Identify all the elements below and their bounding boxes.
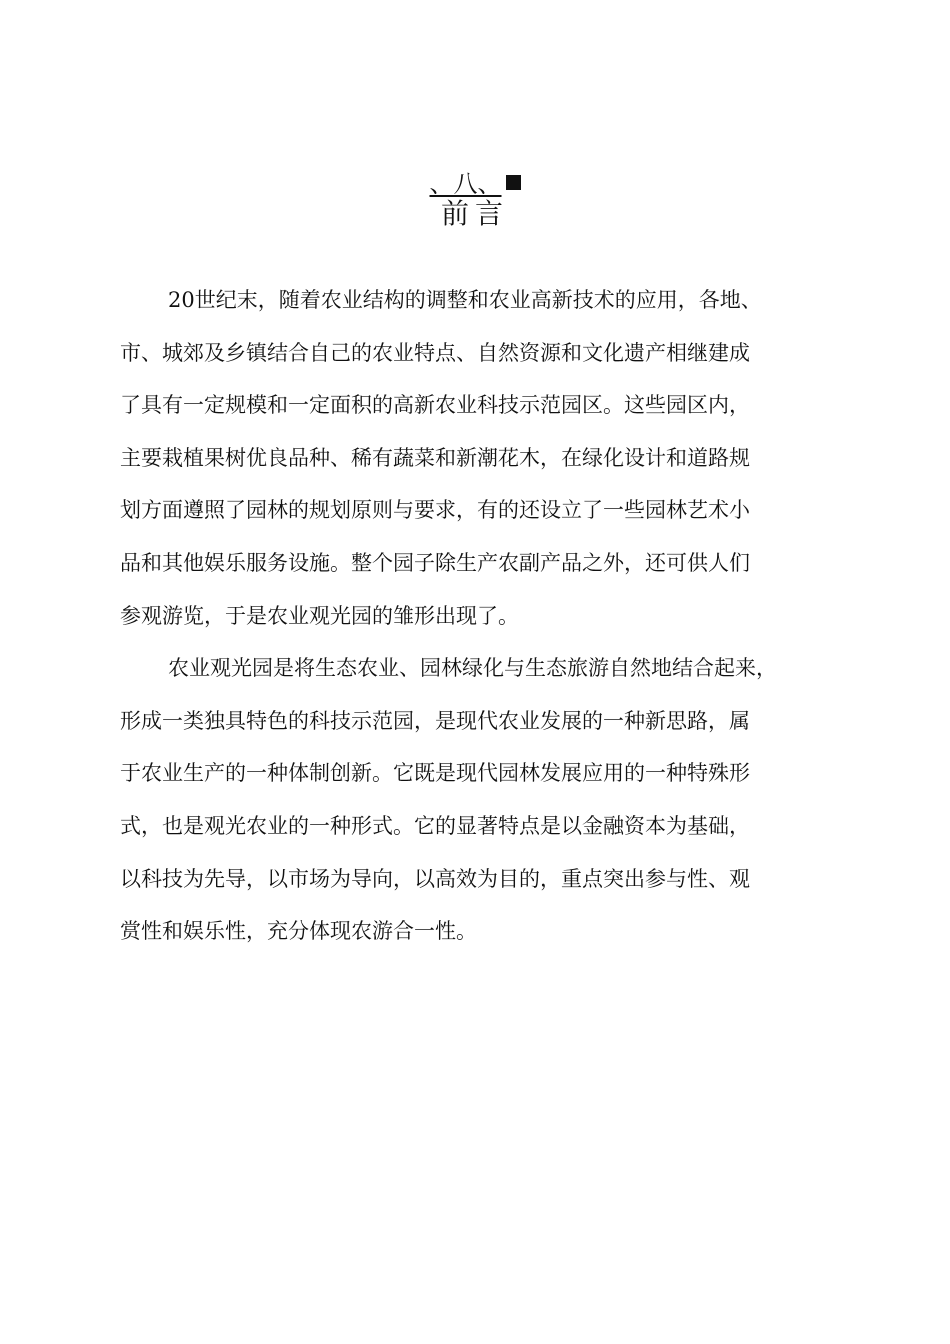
- paragraph-line: 赏性和娱乐性，充分体现农游合一性。: [120, 919, 477, 944]
- black-square-icon: [506, 175, 521, 190]
- page-title: 前言: [440, 197, 509, 230]
- paragraph-line: 以科技为先导，以市场为导向，以高效为目的，重点突出参与性、观: [120, 866, 750, 891]
- paragraph-1: [120, 282, 836, 650]
- paragraph-line: 20世纪末，随着农业结构的调整和农业高新技术的应用，各地、: [168, 288, 762, 312]
- paragraph-line: 参观游览，于是农业观光园的雏形出现了。: [120, 603, 519, 628]
- header-mark-text: 、八、: [429, 170, 502, 198]
- paragraph-line: 市、城郊及乡镇结合自己的农业特点、自然资源和文化遗产相继建成: [120, 340, 750, 365]
- paragraph-line: 农业观光园是将生态农业、园林绿化与生态旅游自然地结合起来，: [168, 656, 777, 681]
- paragraph-line: 形成一类独具特色的科技示范园，是现代农业发展的一种新思路，属: [120, 708, 750, 733]
- paragraph-line: 于农业生产的一种体制创新。它既是现代园林发展应用的一种特殊形: [120, 761, 750, 786]
- paragraph-line: 式，也是观光农业的一种形式。它的显著特点是以金融资本为基础，: [120, 813, 750, 838]
- paragraph-line: 划方面遵照了园林的规划原则与要求，有的还设立了一些园林艺术小: [120, 498, 750, 523]
- header-mark: [0, 170, 950, 198]
- paragraph-2: [120, 650, 836, 966]
- paragraph-line: 了具有一定规模和一定面积的高新农业科技示范园区。这些园区内，: [120, 393, 750, 418]
- document-body: [120, 282, 836, 966]
- paragraph-line: 主要栽植果树优良品种、稀有蔬菜和新潮花木，在绿化设计和道路规: [120, 445, 750, 470]
- paragraph-line: 品和其他娱乐服务设施。整个园子除生产农副产品之外，还可供人们: [120, 550, 750, 575]
